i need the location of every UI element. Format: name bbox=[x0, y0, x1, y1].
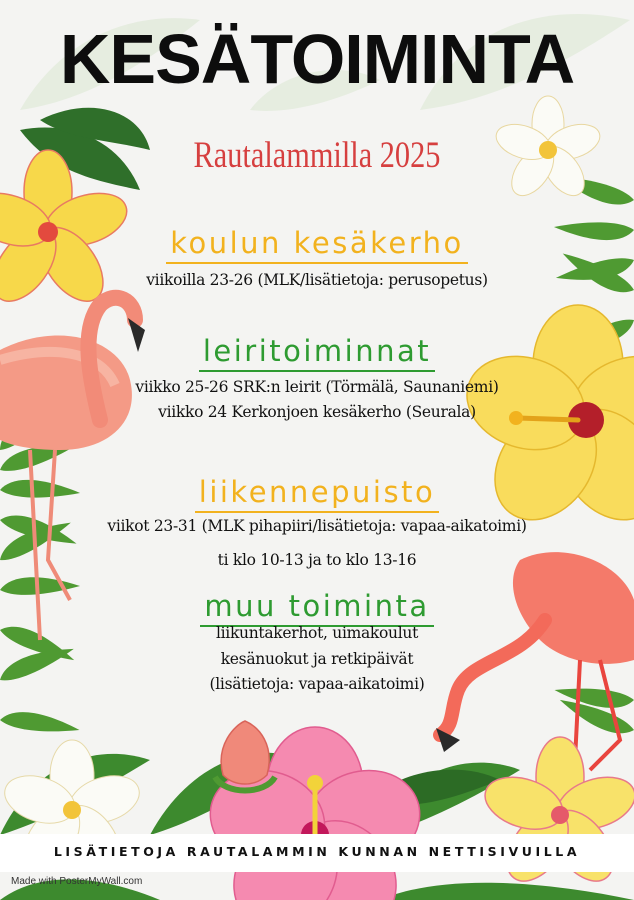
section-text: viikko 25-26 SRK:n leirit (Törmälä, Saunaniemi) bbox=[135, 378, 499, 396]
section-heading-liikennepuisto: liikennepuisto bbox=[0, 474, 634, 513]
section-text: (lisätietoja: vapaa-aikatoimi) bbox=[209, 675, 425, 693]
poster-title: KESÄTOIMINTA bbox=[59, 20, 575, 98]
credit-watermark: Made with PosterMyWall.com bbox=[11, 876, 143, 887]
section-text: viikoilla 23-26 (MLK/lisätietoja: perusopetus) bbox=[146, 271, 488, 289]
section-text: liikuntakerhot, uimakoulut bbox=[215, 624, 419, 642]
section-text: ti klo 10-13 ja to klo 13-16 bbox=[217, 551, 417, 569]
section-heading-muu-toiminta: muu toiminta bbox=[0, 588, 634, 627]
section-text: kesänuokut ja retkipäivät bbox=[220, 650, 414, 668]
footer-text: LISÄTIETOJA RAUTALAMMIN KUNNAN NETTISIVUILLA bbox=[53, 844, 581, 859]
poster-subtitle: Rautalammilla 2025 bbox=[193, 135, 441, 176]
section-text: viikot 23-31 (MLK pihapiiri/lisätietoja: vapaa-aikatoimi) bbox=[107, 517, 527, 535]
section-text: viikko 24 Kerkonjoen kesäkerho (Seurala) bbox=[158, 403, 476, 421]
section-heading-leiritoiminnat: leiritoiminnat bbox=[0, 333, 634, 372]
section-heading-kesakerho: koulun kesäkerho bbox=[0, 225, 634, 264]
